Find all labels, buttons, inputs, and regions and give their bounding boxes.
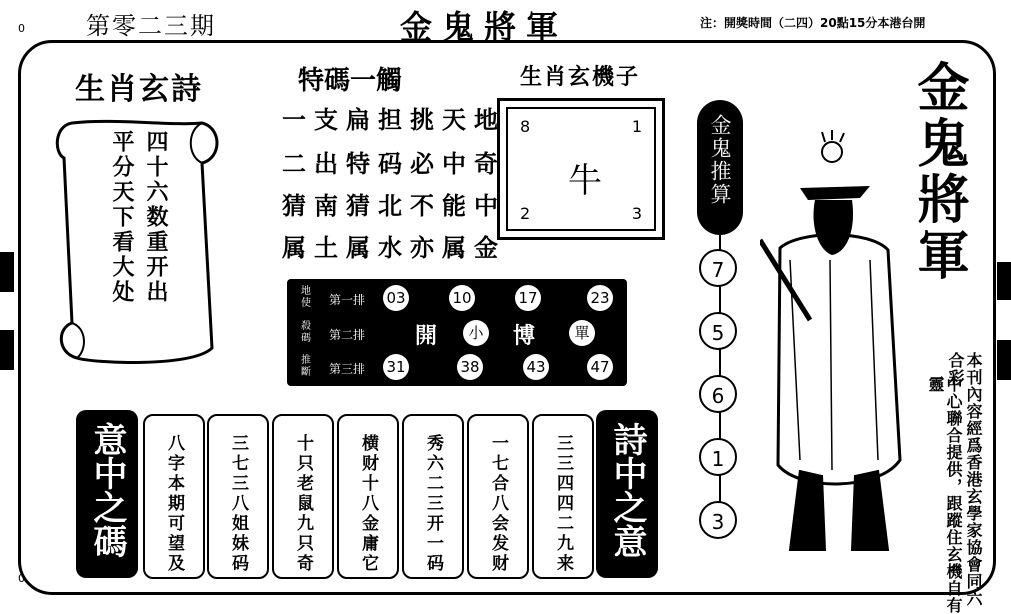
poem-strip bbox=[207, 414, 269, 579]
number-ball: 43 bbox=[523, 354, 549, 380]
number-circle: 3 bbox=[699, 501, 737, 539]
number-circle: 5 bbox=[699, 312, 737, 350]
scroll-outline-icon bbox=[52, 118, 222, 368]
hint-word: 博 bbox=[513, 323, 536, 349]
number-ball: 47 bbox=[587, 354, 613, 380]
strip-text: 秀六二三开一码 bbox=[423, 434, 443, 574]
tema-row: 属土属水亦属金 bbox=[282, 233, 506, 262]
number-ball: 38 bbox=[457, 354, 483, 380]
strip-text: 八字本期可望及 bbox=[164, 434, 184, 574]
left-edge-mark-2 bbox=[0, 330, 14, 370]
tema-row: 猜南猜北不能中 bbox=[282, 191, 506, 220]
tema-title: 特碼一觸 bbox=[298, 66, 403, 96]
strip-text: 横财十八金庸它 bbox=[358, 434, 378, 574]
banner-left bbox=[76, 410, 138, 578]
margin-mark-bottom: 0 bbox=[18, 572, 25, 585]
poem-title: 生肖玄詩 bbox=[75, 72, 203, 107]
zodiac-box bbox=[497, 98, 665, 240]
general-figure-icon bbox=[760, 130, 910, 570]
hint-ball: 單 bbox=[569, 320, 595, 346]
draw-time-notice: 注：開獎時間（二四）20點15分本港台開 bbox=[700, 16, 926, 30]
number-ball: 31 bbox=[383, 354, 409, 380]
issue-number: 第零二三期 bbox=[86, 12, 216, 40]
row-sub: 第一排 bbox=[329, 293, 366, 307]
row-sub: 第二排 bbox=[329, 328, 366, 342]
right-edge-mark bbox=[997, 262, 1011, 300]
poem-strip bbox=[402, 414, 464, 579]
strip-text: 一七合八会发财 bbox=[488, 434, 508, 574]
corner-number: 3 bbox=[631, 204, 642, 223]
number-circle: 6 bbox=[699, 375, 737, 413]
table-row bbox=[287, 281, 627, 315]
number-ball: 23 bbox=[587, 285, 613, 311]
right-edge-mark-2 bbox=[997, 340, 1011, 380]
poem-strip bbox=[272, 414, 334, 579]
row-label: 殺 碼 bbox=[301, 321, 311, 344]
zodiac-box-title: 生肖玄機子 bbox=[520, 65, 641, 90]
poem-line-2: 平分天下看大处 bbox=[109, 130, 135, 305]
side-title: 金鬼將軍 bbox=[908, 60, 969, 284]
poem-line-1: 四十六数重开出 bbox=[143, 130, 169, 305]
calculation-capsule bbox=[697, 100, 743, 235]
number-ball: 03 bbox=[383, 285, 409, 311]
table-row bbox=[287, 316, 627, 350]
poem-scroll bbox=[52, 118, 222, 368]
zodiac-animal: 牛 bbox=[568, 161, 602, 201]
number-ball: 10 bbox=[449, 285, 475, 311]
row-sub: 第三排 bbox=[329, 362, 366, 376]
strip-text: 三七三八姐妹码 bbox=[228, 434, 248, 574]
row-label: 地 使 bbox=[301, 286, 311, 309]
banner-right-text: 詩中之意 bbox=[607, 422, 647, 558]
number-circle: 1 bbox=[699, 438, 737, 476]
zodiac-box-inner bbox=[506, 107, 656, 231]
row-label: 推 斷 bbox=[301, 355, 311, 378]
number-ball: 17 bbox=[515, 285, 541, 311]
table-row bbox=[287, 350, 627, 384]
poem-strip bbox=[143, 414, 205, 579]
page-title: 金鬼將軍 bbox=[400, 8, 569, 46]
left-edge-mark bbox=[0, 252, 14, 292]
poem-strip bbox=[467, 414, 529, 579]
banner-right bbox=[596, 410, 658, 578]
corner-number: 2 bbox=[520, 204, 531, 223]
capsule-text: 金鬼推算 bbox=[708, 114, 732, 206]
margin-mark-top: 0 bbox=[18, 22, 25, 35]
banner-left-text: 意中之碼 bbox=[87, 422, 127, 558]
corner-number: 8 bbox=[520, 117, 531, 136]
hint-word: 開 bbox=[415, 323, 438, 349]
poem-strip bbox=[337, 414, 399, 579]
info-line-1: 本刊內容經爲香港玄學家協會同六合彩 bbox=[946, 352, 983, 607]
corner-number: 1 bbox=[631, 117, 642, 136]
hint-ball: 小 bbox=[463, 320, 489, 346]
number-table bbox=[287, 279, 627, 386]
info-line-2: 中心聯合提供，跟蹤住玄機自有靈 bbox=[926, 376, 963, 614]
number-circle: 7 bbox=[699, 249, 737, 287]
tema-row: 二出特码必中奇 bbox=[282, 149, 506, 178]
tema-row: 一支扁担挑天地 bbox=[282, 105, 506, 134]
strip-text: 十只老鼠九只奇 bbox=[293, 434, 313, 574]
strip-text: 三三四四二九来 bbox=[553, 434, 573, 574]
poem-strip bbox=[532, 414, 594, 579]
